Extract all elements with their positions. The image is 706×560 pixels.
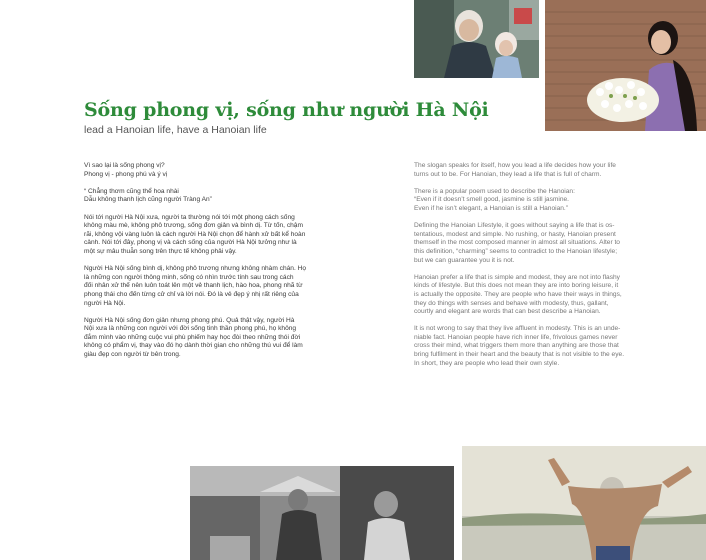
text-line: they do things with senses and behave with modesty, thus, gallant, — [414, 299, 609, 307]
text-line: There is a popular poem used to describe the Hanoian: — [414, 187, 575, 195]
english-text-column — [414, 162, 666, 377]
text-line: không màu mè, không phô trương, sống đơn giản và bình dị. Từ tốn, chậm — [84, 222, 303, 230]
text-line: Hanoian prefer a life that is simple and modest, they are not into flashy — [414, 273, 620, 281]
paragraph-en-5 — [414, 325, 666, 368]
paragraph-vi-1 — [84, 162, 342, 179]
text-line: In short, they are people who lead their own style. — [414, 359, 560, 367]
man-raising-arms-photo — [462, 446, 706, 560]
text-line: Nói tới người Hà Nội xưa, người ta thường nói tới một phong cách sống — [84, 213, 295, 221]
text-line: It is not wrong to say that they live affluent in modesty. This is an unde- — [414, 325, 621, 333]
text-line: Vì sao lại là sống phong vị? — [84, 162, 165, 169]
text-line: cảnh. Nói tới đây, phong vị và cách sống của người Hà Nội tưởng như là — [84, 239, 297, 247]
paragraph-en-1 — [414, 162, 666, 179]
text-line: không có phẩm vị, thay vào đó họ dành thời gian cho những thú vui để làm — [84, 342, 303, 350]
woman-with-flowers-photo — [545, 0, 706, 131]
text-line: but we can guarantee you it is not. — [414, 256, 515, 264]
text-line: Người Hà Nội sống bình dị, không phô trương nhưng không nhàm chán. Họ — [84, 265, 307, 273]
text-line: Defining the Hanoian Lifestyle, it goes without saying a life that is os- — [414, 222, 615, 230]
text-line: bring fulfilment in their heart and the beauty that is not visible to the eye. — [414, 351, 625, 359]
text-line: courtly and elegant are words that can best describe a Hanoian. — [414, 308, 601, 316]
paragraph-en-3 — [414, 222, 666, 265]
elderly-man-with-child-photo — [414, 0, 539, 78]
paragraph-vi-2 — [84, 188, 342, 205]
text-line: turns out to be. For Hanoian, they lead a life that is full of charm. — [414, 170, 602, 178]
text-line: is actually the opposite. They are people who have their ways in things, — [414, 290, 622, 298]
text-line: Người Hà Nội sống đơn giản nhưng phong phú. Quả thật vậy, người Hà — [84, 316, 295, 324]
street-market-photo — [190, 466, 454, 560]
text-line: this definition, “charming” seems to contradict to the Hanoian lifestyle; — [414, 247, 618, 255]
text-line: “ Chẳng thơm cũng thể hoa nhài — [84, 187, 179, 195]
text-line: tentatious, modest and simple. No rushing, or hasty, Hanoian present — [414, 230, 616, 238]
text-line: Phong vị - phong phú và ý vị — [84, 170, 168, 178]
vietnamese-text-column — [84, 162, 342, 368]
text-line: niable fact. Hanoian people have rich inner life, frivolous games never — [414, 333, 618, 341]
paragraph-vi-4 — [84, 265, 342, 308]
text-line: themself in the most composed manner in almost all situations. Alter to — [414, 239, 620, 247]
page-subtitle: lead a Hanoian life, have a Hanoian life — [84, 124, 267, 136]
text-line: “Even if it doesn’t smell good, jasmine is still jasmine. — [414, 196, 570, 204]
text-line: đắm mình vào những cuộc vui phù phiếm hay học đòi theo những thói đời — [84, 333, 301, 341]
paragraph-en-4 — [414, 274, 666, 317]
text-line: Even if he isn’t elegant, a Hanoian is still a Hanoian.” — [414, 204, 568, 212]
text-line: là những con người thông minh, sống có nhìn trước tính sau trong cách — [84, 273, 294, 281]
page-title: Sống phong vị, sống như người Hà Nội — [84, 99, 489, 121]
text-line: cross their mind, what triggers them more than anything are those that — [414, 342, 619, 350]
text-line: rãi, không vội vàng luôn là cách người Hà Nội chọn để hành xử bất kể hoàn — [84, 230, 306, 238]
text-line: người Hà Nội. — [84, 299, 126, 307]
text-line: kinds of lifestyle. But this does not mean they are into boring leisure, it — [414, 282, 619, 290]
text-line: Dẫu không thanh lịch cũng người Tràng An” — [84, 196, 212, 204]
text-line: The slogan speaks for itself, how you lead a life decides how your life — [414, 162, 616, 169]
text-line: phong thái cho đến từng cử chỉ và lời nói. Đó là vẻ đẹp ý nhị rất riêng của — [84, 290, 299, 298]
text-line: Nội xưa là những con người với đời sống tinh thần phong phú, họ không — [84, 325, 297, 333]
text-line: một sự mâu thuẫn song trên thực tế không phải vậy. — [84, 247, 237, 255]
paragraph-en-2 — [414, 188, 666, 214]
text-line: giàu đẹp con người từ bên trong. — [84, 351, 181, 359]
paragraph-vi-3 — [84, 214, 342, 257]
text-line: đối nhân xử thế nên luôn toát lên một vẻ thanh lịch, hào hoa, phong nhã từ — [84, 282, 303, 290]
paragraph-vi-5 — [84, 317, 342, 360]
